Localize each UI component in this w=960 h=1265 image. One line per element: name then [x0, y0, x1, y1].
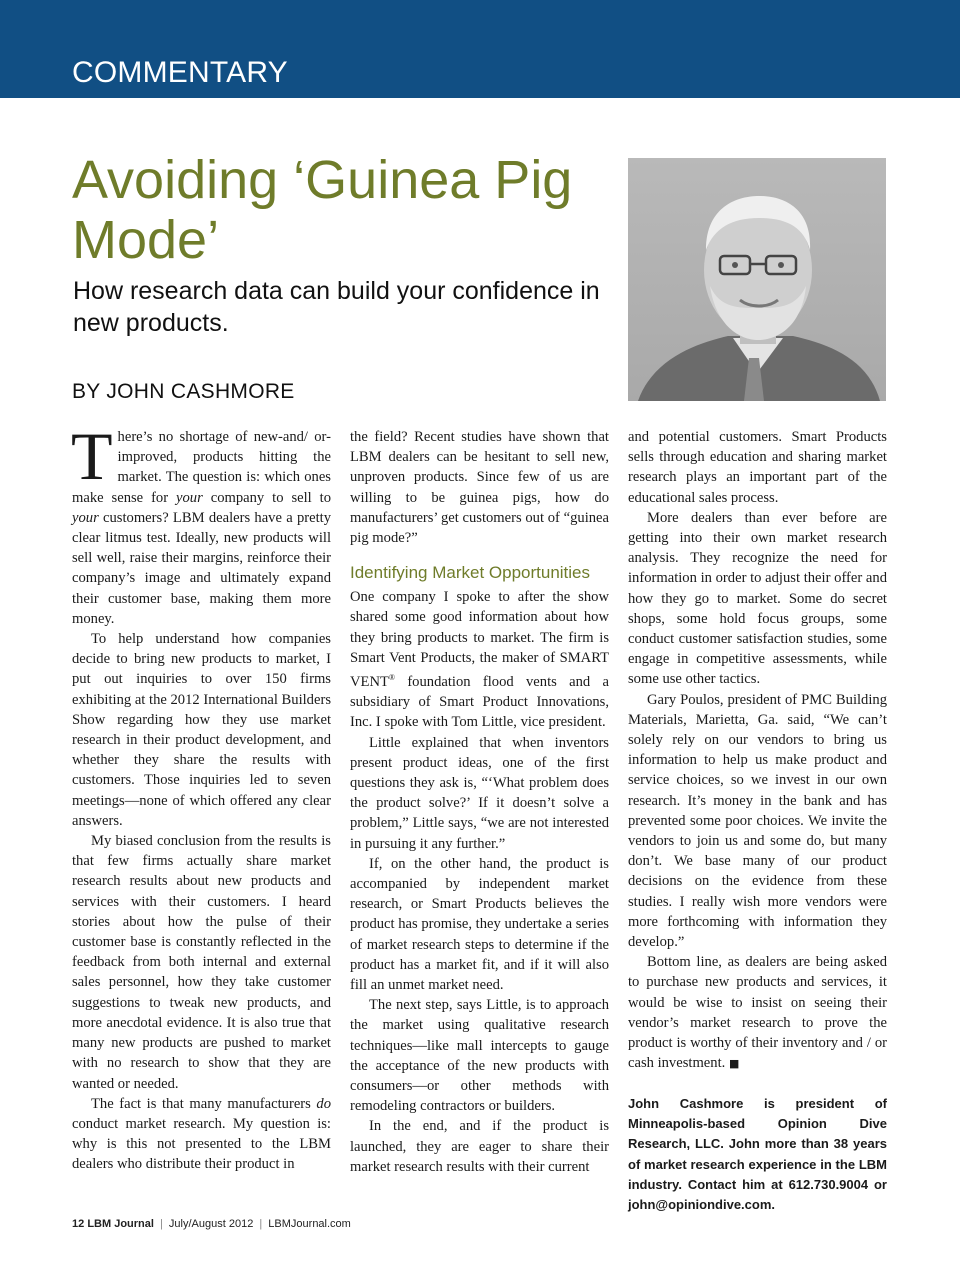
section-subhead: Identifying Market Opportunities [350, 563, 591, 583]
paragraph: The next step, says Little, is to approach the market using qualitative research techniques—like mall intercepts to gauge the acceptance of the new products with consumers—or other methods with remodeling contractors or builders. [350, 997, 609, 1115]
paragraph: and potential customers. Smart Products sells through education and sharing market research plays an important part of the educational sales process. [628, 429, 887, 506]
body-column-2 [350, 427, 609, 1177]
page-number: 12 [72, 1218, 85, 1230]
paragraph: Bottom line, as dealers are being asked to purchase new products and services, it would be wise to insist on seeing their vendor’s market research to prove the product is worthy of their inventory and / or cash investment. ■ [628, 954, 887, 1072]
paragraph: My biased conclusion from the results is that few firms actually share market research results about new products and services with their customers. I heard stories about how the pulse of their customer base is constantly reflected in the feedback from both internal and external sales personnel, how they take customer suggestions to tweak new products, and more anecdotal evidence. It is also true that many new products are pushed to market with no research to show that they are wanted or needed. [72, 833, 331, 1092]
paragraph: In the end, and if the product is launched, they are eager to share their market research results with their current [350, 1118, 609, 1175]
paragraph: Little explained that when inventors present product ideas, one of the first questions they ask is, “‘What problem does the product solve?’ If it doesn’t solve a problem,” Little says, “we are not interested in pursuing it any further.” [350, 734, 609, 852]
issue-date: July/August 2012 [168, 1218, 254, 1230]
publication-name: LBM Journal [87, 1218, 154, 1230]
paragraph: If, on the other hand, the product is accompanied by independent market research, or Smart Products believes the product has promise, they undertake a series of market research steps to determine if the product has a market fit, and if it will also fill an unmet market need. [350, 855, 609, 993]
drop-cap: T [71, 418, 113, 494]
paragraph: There’s no shortage of new-and/ or-improved, products hitting the market. The question is: which ones make sense for your company to sell to your customers? LBM dealers have a pretty clear litmus test. Ideally, new products will sell well, raise their margins, reinforce their company’s image and ultimately expand their customer base, making them more money. [71, 418, 331, 627]
page-footer [72, 1218, 351, 1230]
paragraph: the field? Recent studies have shown that LBM dealers can be hesitant to sell new, unproven products. Since few of us are willing to be guinea pigs, how do manufacturers’ get customers out of “guinea pig mode?” [350, 429, 609, 547]
byline: BY JOHN CASHMORE [72, 380, 295, 403]
author-bio: John Cashmore is president of Minneapolis-based Opinion Dive Research, LLC. John more than 38 years of market research experience in the LBM industry. Contact him at 612.730.9004 or john@opiniondive.com. [628, 1096, 887, 1213]
paragraph: The fact is that many manufacturers do conduct market research. My question is: why is this not presented to the LBM dealers who distribute their product in [72, 1095, 331, 1173]
article-deck: How research data can build your confidence in new products. [73, 277, 600, 337]
section-label: COMMENTARY [72, 56, 288, 89]
author-photo [628, 158, 886, 401]
footer-separator: | [160, 1218, 163, 1230]
footer-separator: | [259, 1218, 263, 1230]
paragraph: More dealers than ever before are getting into their own market research analysis. They recognize the need for information in order to adjust their offer and how they go to market. Some do secret shops, some hold focus groups, some conduct customer satisfaction studies, some engage in competitive assessments, while some use other tactics. [628, 509, 887, 688]
body-column-1 [71, 418, 331, 1175]
paragraph: Gary Poulos, president of PMC Building Materials, Marietta, Ga. said, “We can’t solely rely on our vendors to bring us information to help us make product and service choices, so we invest in our own research. It’s money in the bank and has prevented some poor choices. We invite the vendors to join us and some do, but many don’t. We base many of our product decisions on the evidence from these studies. I really wish more vendors were more forthcoming with information they develop.” [628, 691, 887, 951]
end-mark-icon: ■ [728, 1057, 740, 1071]
paragraph: To help understand how companies decide to bring new products to market, I put out inquiries to over 150 firms exhibiting at the 2012 International Builders Show regarding how they use market research in their product development, and whether they share the results with customers. Those inquiries led to seven meetings—none of which offered any clear answers. [72, 631, 331, 829]
body-column-3 [628, 427, 887, 1075]
paragraph: One company I spoke to after the show shared some good information about how they bring products to market. The firm is Smart Vent Products, the maker of SMART VENT® foundation flood vents and a subsidiary of Smart Product Innovations, Inc. I spoke with Tom Little, vice president. [350, 589, 609, 731]
article-headline: Avoiding ‘Guinea Pig Mode’ [72, 150, 573, 270]
section-banner [0, 0, 960, 98]
website-link[interactable]: LBMJournal.com [268, 1218, 351, 1230]
